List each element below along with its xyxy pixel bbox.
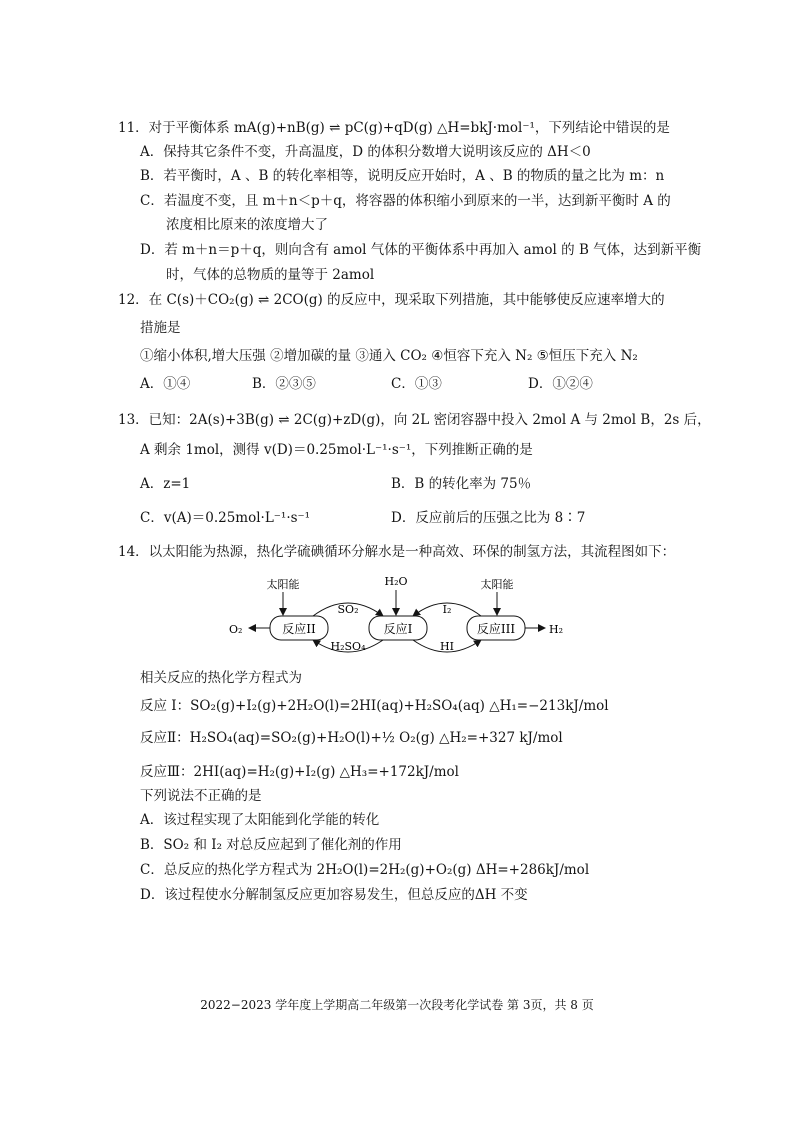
q12-option-c: C．①③ bbox=[391, 376, 442, 392]
q11-option-d: D．若 m＋n＝p＋q，则向含有 amol 气体的平衡体系中再加入 amol 的 B 气体，达到新平衡 bbox=[140, 242, 702, 258]
q12-option-a: A．①④ bbox=[140, 376, 191, 392]
q11-option-c-cont: 浓度相比原来的浓度增大了 bbox=[166, 217, 328, 233]
q12-option-d: D．①②④ bbox=[528, 376, 593, 392]
o2-label: O₂ bbox=[229, 623, 243, 636]
q12-option-b: B．②③⑤ bbox=[252, 376, 316, 392]
i2-label: I₂ bbox=[442, 603, 452, 616]
q11-option-d-cont: 时，气体的总物质的量等于 2amol bbox=[166, 267, 375, 283]
q14-option-b: B．SO₂ 和 I₂ 对总反应起到了催化剂的作用 bbox=[140, 837, 402, 853]
q13-option-a: A．z=1 bbox=[140, 476, 191, 492]
reaction-i-label: 反应I bbox=[383, 622, 413, 636]
so2-label: SO₂ bbox=[337, 603, 359, 616]
q11-option-b: B．若平衡时，A 、B 的转化率相等，说明反应开始时，A 、B 的物质的量之比为 m：n bbox=[140, 168, 665, 184]
q14-option-c: C．总反应的热化学方程式为 2H₂O(l)=2H₂(g)+O₂(g) ΔH=+286kJ/mol bbox=[140, 862, 590, 878]
q14-stem: 14．以太阳能为热源，热化学硫碘循环分解水是一种高效、环保的制氢方法，其流程图如下： bbox=[118, 544, 676, 560]
solar-energy-right-label: 太阳能 bbox=[480, 578, 514, 591]
q13-option-b: B．B 的转化率为 75％ bbox=[391, 476, 532, 492]
q12-stem-cont: 措施是 bbox=[140, 320, 181, 336]
q12-stem: 12．在 C(s)＋CO₂(g) ⇌ 2CO(g) 的反应中，现采取下列措施，其中能够使反应速率增大的 bbox=[118, 292, 665, 308]
q13-option-d: D．反应前后的压强之比为 8∶7 bbox=[391, 510, 586, 526]
q14-equation-1: 反应 I：SO₂(g)+I₂(g)+2H₂O(l)=2HI(aq)+H₂SO₄(aq) △H₁=−213kJ/mol bbox=[140, 698, 609, 714]
q13-option-c: C．v(A)＝0.25mol·L⁻¹·s⁻¹ bbox=[140, 510, 311, 526]
q14-equation-2: 反应Ⅱ：H₂SO₄(aq)=SO₂(g)+H₂O(l)+½ O₂(g) △H₂=+327 kJ/mol bbox=[140, 730, 563, 746]
q14-option-d: D．该过程使水分解制氢反应更加容易发生，但总反应的ΔH 不变 bbox=[140, 887, 528, 903]
q12-measures: ①缩小体积,增大压强 ②增加碳的量 ③通入 CO₂ ④恒容下充入 N₂ ⑤恒压下充入 N₂ bbox=[140, 348, 638, 364]
q13-stem: 13．已知：2A(s)+3B(g) ⇌ 2C(g)+zD(g)，向 2L 密闭容器中投入 2mol A 与 2mol B，2s 后， bbox=[118, 412, 711, 428]
solar-energy-left-label: 太阳能 bbox=[266, 578, 300, 591]
page-footer: 2022−2023 学年度上学期高二年级第一次段考化学试卷 第 3页，共 8 页 bbox=[200, 998, 594, 1012]
q14-ask: 下列说法不正确的是 bbox=[140, 788, 262, 804]
sulfur-iodine-cycle-diagram bbox=[225, 570, 585, 662]
q11-stem: 11．对于平衡体系 mA(g)+nB(g) ⇌ pC(g)+qD(g) △H=bkJ·mol⁻¹，下列结论中错误的是 bbox=[118, 120, 670, 136]
water-label: H₂O bbox=[384, 575, 408, 588]
h2so4-label: H₂SO₄ bbox=[330, 640, 366, 653]
q13-stem-cont: A 剩余 1mol，测得 v(D)＝0.25mol·L⁻¹·s⁻¹，下列推断正确的是 bbox=[140, 442, 533, 458]
q14-intro: 相关反应的热化学方程式为 bbox=[140, 670, 302, 686]
q11-option-a: A．保持其它条件不变，升高温度，D 的体积分数增大说明该反应的 ΔH＜0 bbox=[140, 144, 591, 160]
hi-label: HI bbox=[440, 640, 454, 653]
q14-equation-3: 反应Ⅲ：2HI(aq)=H₂(g)+I₂(g) △H₃=+172kJ/mol bbox=[140, 764, 459, 780]
q11-option-c: C．若温度不变，且 m＋n＜p＋q，将容器的体积缩小到原来的一半，达到新平衡时 A 的 bbox=[140, 193, 671, 209]
reaction-iii-label: 反应III bbox=[476, 622, 516, 636]
reaction-ii-label: 反应II bbox=[282, 622, 316, 636]
h2-label: H₂ bbox=[549, 623, 564, 636]
q14-option-a: A．该过程实现了太阳能到化学能的转化 bbox=[140, 812, 380, 828]
